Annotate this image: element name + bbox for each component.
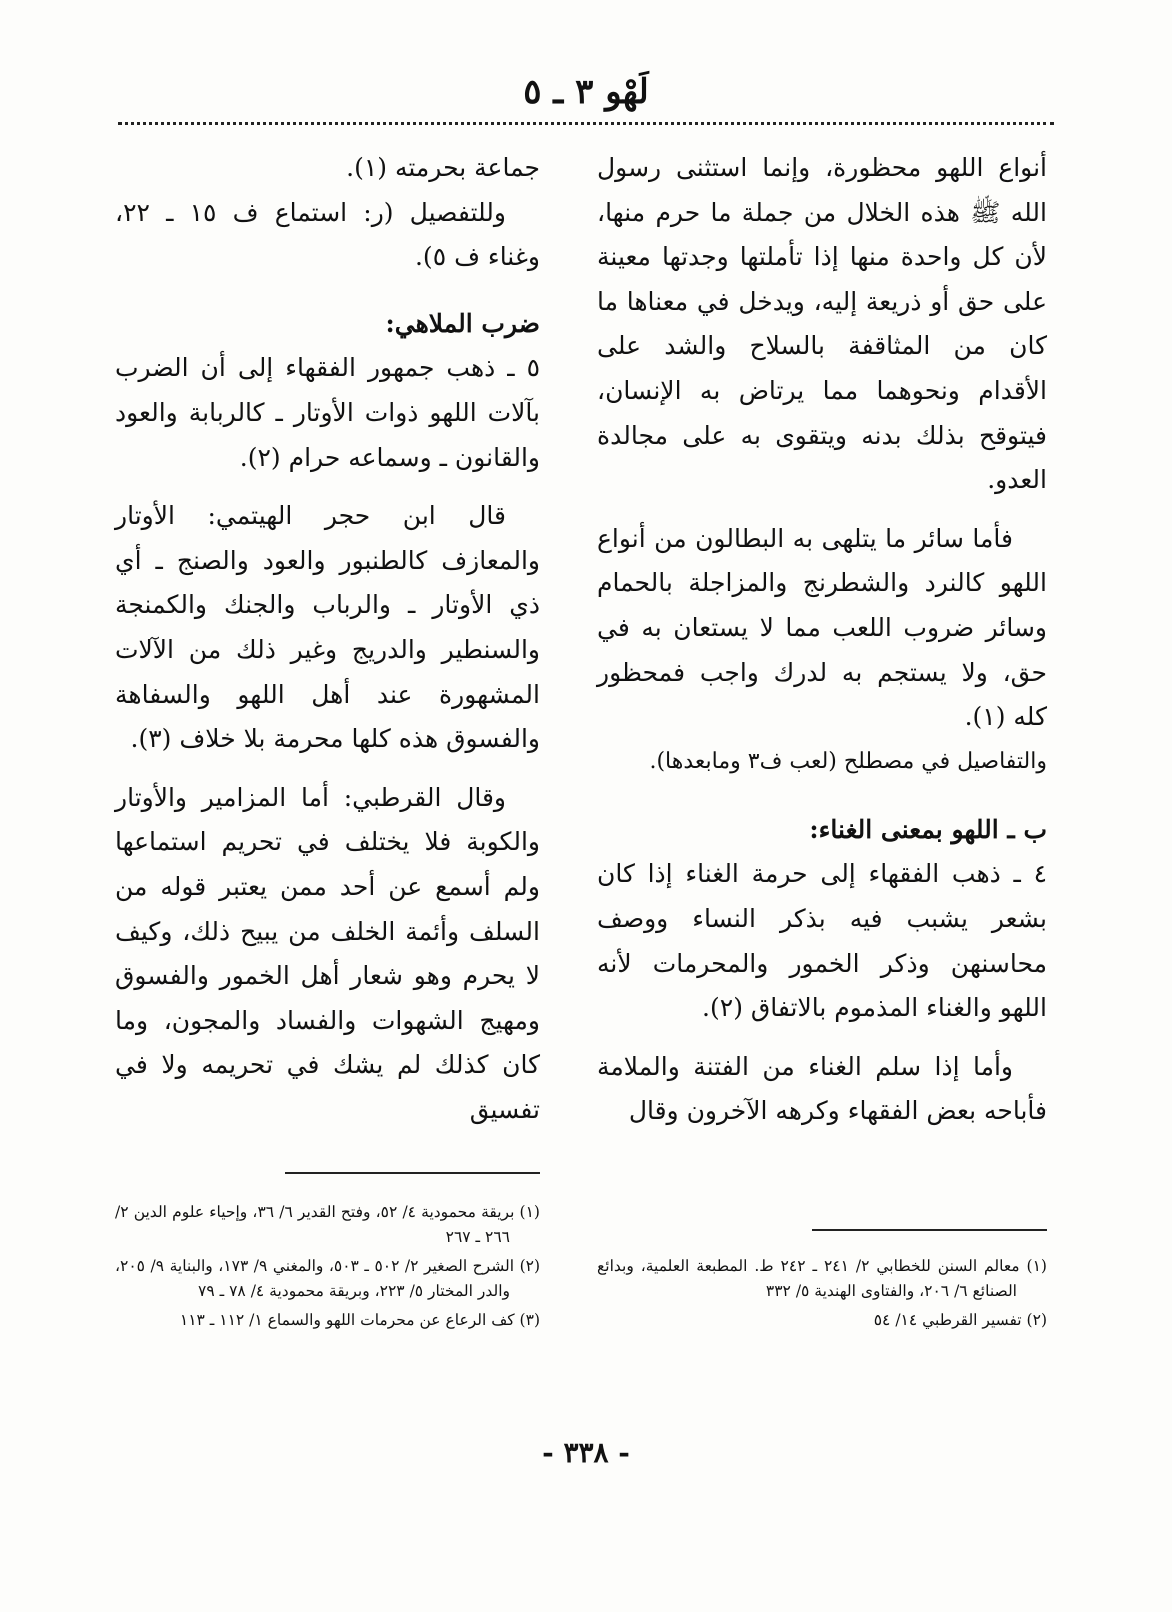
paragraph: أنواع اللهو محظورة، وإنما استثنى رسول الله ﷺ هذه الخلال من جملة ما حرم منها، لأن كل واحدة منها إذا تأملتها وجدتها معينة على حق أو ذريعة إليه، ويدخل في معناها ما كان من المثاقفة بالسلاح والشد على الأقدام ونحوهما مما يرتاض به الإنسان، فيتوقح بذلك بدنه ويتقوى به على مجالدة العدو. — [597, 153, 1047, 495]
footnote: (١) معالم السنن للخطابي ٢/ ٢٤١ ـ ٢٤٢ ط. المطبعة العلمية، وبدائع الصنائع ٦/ ٢٠٦، والفتاوى الهندية ٥/ ٣٣٢ — [597, 1257, 1047, 1300]
right-column — [597, 146, 1047, 1134]
footnote-rule — [285, 1172, 540, 1174]
paragraph: وأما إذا سلم الغناء من الفتنة والملامة فأباحه بعض الفقهاء وكرهه الآخرون وقال — [597, 1051, 1047, 1126]
header-dotted-rule — [118, 122, 1054, 125]
footnote: (٢) الشرح الصغير ٢/ ٥٠٢ ـ ٥٠٣، والمغني ٩/ ١٧٣، والبناية ٩/ ٢٠٥، والدر المختار ٥/ ٢٢٣، وبريقة محمودية ٤/ ٧٨ ـ ٧٩ — [115, 1257, 541, 1300]
footnote-rule — [812, 1229, 1047, 1231]
footnote: (٣) كف الرعاع عن محرمات اللهو والسماع ١/ ١١٢ ـ ١١٣ — [179, 1311, 540, 1329]
paragraph: قال ابن حجر الهيتمي: الأوتار والمعازف كالطنبور والعود والصنج ـ أي ذي الأوتار ـ والرباب والجنك والكمنجة والسنطير والدريج وغير ذلك من الآلات المشهورة عند أهل اللهو والسفاهة والفسوق هذه كلها محرمة بلا خلاف (٣). — [115, 501, 540, 754]
footnote: (١) بريقة محمودية ٤/ ٥٢، وفتح القدير ٦/ ٣٦، وإحياء علوم الدين ٢/ ٢٦٦ ـ ٢٦٧ — [115, 1203, 540, 1246]
paragraph: ٥ ـ ذهب جمهور الفقهاء إلى أن الضرب بآلات اللهو ذوات الأوتار ـ كالربابة والعود والقانون ـ وسماعه حرام (٢). — [115, 353, 540, 472]
page-number: - ٣٣٨ - — [542, 1436, 630, 1469]
running-header: لَهْو ٣ ـ ٥ — [523, 72, 649, 112]
section-heading: ب ـ اللهو بمعنى الغناء: — [809, 814, 1047, 844]
left-column — [115, 146, 540, 1132]
cross-reference-note: والتفاصيل في مصطلح (لعب ف٣ ومابعدها). — [649, 748, 1047, 774]
paragraph: وقال القرطبي: أما المزامير والأوتار والكوبة فلا يختلف في تحريم استماعها ولم أسمع عن أحد ممن يعتبر قوله من السلف وأئمة الخلف من يبيح ذلك، وكيف لا يحرم وهو شعار أهل الخمور والفسوق ومهيج الشهوات والفساد والمجون، وما كان كذلك لم يشك في تحريمه ولا في تفسيق — [115, 782, 540, 1124]
section-heading: ضرب الملاهي: — [385, 308, 540, 338]
paragraph: وللتفصيل (ر: استماع ف ١٥ ـ ٢٢، وغناء ف ٥). — [115, 197, 540, 272]
paragraph: ٤ ـ ذهب الفقهاء إلى حرمة الغناء إذا كان بشعر يشبب فيه بذكر النساء ووصف محاسنهن وذكر الخمور والمحرمات لأنه اللهو والغناء المذموم بالاتفاق (٢). — [597, 859, 1047, 1023]
footnote: (٢) تفسير القرطبي ١٤/ ٥٤ — [873, 1311, 1047, 1329]
footnotes-left — [115, 1200, 540, 1337]
paragraph: فأما سائر ما يتلهى به البطالون من أنواع اللهو كالنرد والشطرنج والمزاجلة بالحمام وسائر ضروب اللعب مما لا يستعان به في حق، ولا يستجم به لدرك واجب فمحظور كله (١). — [597, 523, 1047, 732]
footnotes-right — [597, 1254, 1047, 1337]
paragraph: جماعة بحرمته (١). — [346, 153, 540, 182]
